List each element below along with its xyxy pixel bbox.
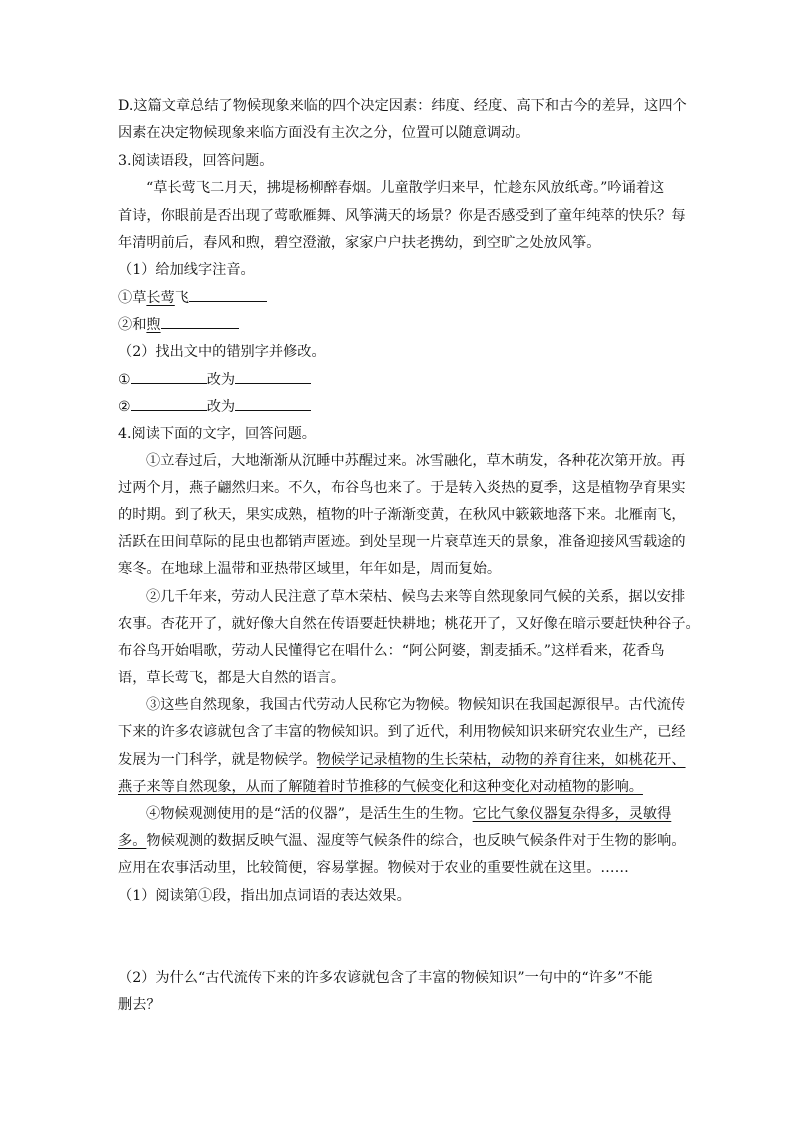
q3-sub1-item-2-prefix: ②和 — [118, 317, 147, 333]
q4-para1-line-1: ①立春过后，大地渐渐从沉睡中苏醒过来。冰雪融化，草木萌发，各种花次第开放。再 — [146, 453, 686, 469]
correct-char-blank[interactable] — [235, 369, 311, 384]
q4-para1-line-2: 过两个月，燕子翩然归来。不久，布谷鸟也来了。于是转入炎热的夏季，这是植物孕育果实 — [118, 480, 686, 496]
q4-sub1: （1）阅读第①段，指出加点词语的表达效果。 — [118, 888, 411, 904]
q3-sub1-item-1-prefix: ①草 — [118, 290, 147, 306]
q4-para4-line-2-plain: 物候观测的数据反映气温、湿度等气候条件的综合，也反映气候条件对于生物的影响。 — [146, 833, 686, 849]
q4-para4-underlined-sentence: 它比气象仪器复杂得多，灵敏得 — [472, 806, 672, 822]
q3-sub2-row-1 — [118, 369, 311, 390]
option-d-line-2: 因素在决定物候现象来临方面没有主次之分，位置可以随意调动。 — [118, 125, 530, 141]
q4-para4-line-1 — [146, 804, 671, 824]
q3-sub2-row-1-num: ① — [118, 372, 131, 388]
correct-char-blank[interactable] — [235, 396, 311, 411]
q3-passage-line-2: 首诗，你眼前是否出现了莺歌雁舞、风筝满天的场景？你是否感受到了童年纯萃的快乐？每 — [118, 208, 686, 224]
q4-para2-line-3: 布谷鸟开始唱歌，劳动人民懂得它在唱什么：“阿公阿婆，割麦插禾。”这样看来，花香鸟 — [118, 643, 665, 659]
wrong-char-blank[interactable] — [131, 369, 207, 384]
q4-para3-underlined-sentence: 物候学记录植物的生长荣枯，动物的养育往来，如桃花开、 — [316, 752, 686, 768]
change-to-label: 改为 — [206, 372, 236, 388]
q4-para2-line-4: 语，草长莺飞，都是大自然的语言。 — [118, 670, 346, 686]
q4-para3-underlined-sentence-end: 燕子来等自然现象，从而了解随着时节推移的气候变化和这种变化对动植物的影响。 — [118, 779, 643, 795]
q4-para3-line-1: ③这些自然现象，我国古代劳动人民称它为物候。物候知识在我国起源很早。古代流传 — [146, 697, 686, 713]
q4-para2-line-2: 农事。杏花开了，就好像大自然在传语要赶快耕地；桃花开了，又好像在暗示要赶快种谷子。 — [118, 616, 700, 632]
change-to-label: 改为 — [206, 399, 236, 415]
q3-sub2-row-2 — [118, 396, 311, 417]
q3-sub2-row-2-num: ② — [118, 399, 131, 415]
q4-para1-line-3: 的时期。到了秋天，果实成熟，植物的叶子渐渐变黄，在秋风中簌簌地落下来。北雁南飞， — [118, 507, 686, 523]
q3-sub1-item-1-underlined: 长莺 — [146, 290, 175, 306]
q3-sub2-label: （2）找出文中的错别字并修改。 — [118, 344, 326, 360]
q3-heading: 3.阅读语段，回答问题。 — [118, 153, 274, 169]
q4-para2-line-1: ②几千年来，劳动人民注意了草木荣枯、候鸟去来等自然现象同气候的关系，据以安排 — [146, 589, 686, 605]
q4-para4-underlined-sentence-end: 多。 — [118, 833, 147, 849]
q4-para3-line-3 — [118, 750, 686, 770]
q3-sub1-item-2-underlined: 煦 — [146, 317, 161, 333]
q3-passage-line-1: “草长莺飞二月天，拂堤杨柳醉春烟。儿童散学归来早，忙趁东风放纸鸢。”吟诵着这 — [146, 180, 665, 196]
q4-para4-line-2 — [118, 831, 686, 851]
answer-blank[interactable] — [189, 287, 267, 302]
q4-para1-line-5: 寒冬。在地球上温带和亚热带区域里，年年如是，周而复始。 — [118, 561, 502, 577]
q4-heading: 4.阅读下面的文字，回答问题。 — [118, 426, 316, 442]
q3-sub1-label: （1）给加线字注音。 — [118, 262, 255, 278]
wrong-char-blank[interactable] — [131, 396, 207, 411]
q4-sub2-line-2: 删去？ — [118, 997, 161, 1013]
q4-para3-line-4 — [118, 777, 643, 797]
q4-para4-line-3: 应用在农事活动里，比较简便，容易掌握。物候对于农业的重要性就在这里。…… — [118, 860, 629, 876]
q3-sub1-item-1 — [118, 287, 267, 308]
q4-sub2-line-1: （2）为什么“古代流传下来的许多农谚就包含了丰富的物候知识”一句中的“许多”不能 — [118, 970, 653, 986]
q4-para1-line-4: 活跃在田间草际的昆虫也都销声匿迹。到处呈现一片衰草连天的景象，准备迎接风雪载途的 — [118, 534, 686, 550]
q3-sub1-item-2 — [118, 314, 239, 335]
q4-para4-line-1-plain: ④物候观测使用的是“活的仪器”，是活生生的生物。 — [146, 806, 473, 822]
answer-blank[interactable] — [161, 314, 239, 329]
q4-para3-line-2: 下来的许多农谚就包含了丰富的物候知识。到了近代，利用物候知识来研究农业生产，已经 — [118, 724, 686, 740]
q3-passage-line-3: 年清明前后，春风和煦，碧空澄澈，家家户户扶老携幼，到空旷之处放风筝。 — [118, 235, 601, 251]
q4-para3-line-3-plain: 发展为一门科学，就是物候学。 — [118, 752, 317, 768]
q3-sub1-item-1-suffix: 飞 — [174, 290, 189, 306]
option-d-line-1: D.这篇文章总结了物候现象来临的四个决定因素：纬度、经度、高下和古今的差异，这四个 — [118, 98, 687, 114]
